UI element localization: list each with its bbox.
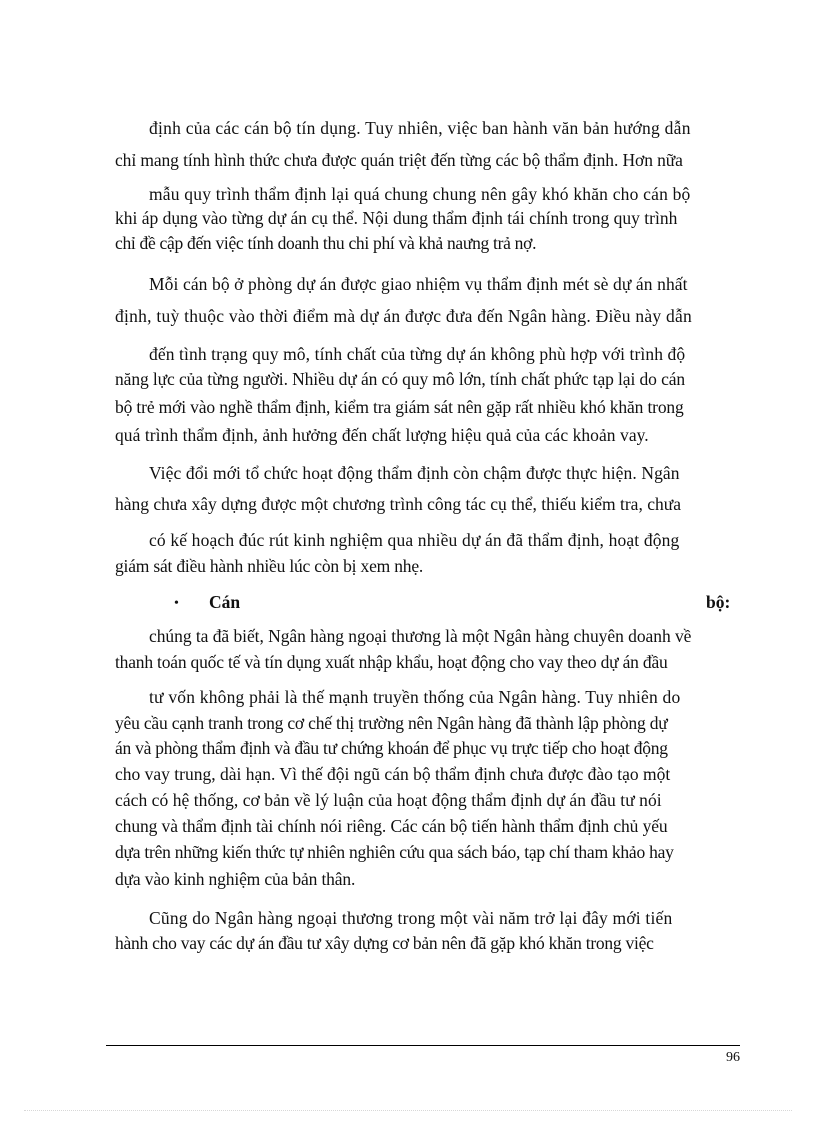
text-line: đến tình trạng quy mô, tính chất của từng dự án không phù hợp với trình độ (149, 344, 686, 364)
text-line: mẫu quy trình thẩm định lại quá chung chung nên gây khó khăn cho cán bộ (149, 184, 691, 204)
text-line: Mỗi cán bộ ở phòng dự án được giao nhiệm vụ thẩm định mét sè dự án nhất (149, 274, 688, 294)
bullet-heading-right: bộ: (706, 592, 731, 612)
text-line: Việc đổi mới tổ chức hoạt động thẩm định còn chậm được thực hiện. Ngân (149, 463, 680, 483)
text-line: án và phòng thẩm định và đầu tư chứng khoán để phục vụ trực tiếp cho hoạt động (115, 738, 668, 758)
text-line: năng lực của từng người. Nhiều dự án có quy mô lớn, tính chất phức tạp lại do cán (115, 369, 686, 389)
text-line: chung và thẩm định tài chính nói riêng. Các cán bộ tiến hành thẩm định chủ yếu (115, 816, 668, 836)
text-line: chúng ta đã biết, Ngân hàng ngoại thương là một Ngân hàng chuyên doanh về (149, 626, 692, 646)
page-edge-dotted-line (24, 1110, 792, 1111)
text-line: quá trình thẩm định, ảnh hưởng đến chất lượng hiệu quả của các khoản vay. (115, 425, 649, 445)
text-line: chỉ đề cập đến việc tính doanh thu chi phí và khả naưng trả nợ. (115, 233, 537, 253)
text-line: cho vay trung, dài hạn. Vì thế đội ngũ cán bộ thẩm định chưa được đào tạo một (115, 764, 671, 784)
text-line: hành cho vay các dự án đầu tư xây dựng cơ bản nên đã gặp khó khăn trong việc (115, 933, 654, 953)
text-line: tư vốn không phải là thế mạnh truyền thống của Ngân hàng. Tuy nhiên do (149, 687, 681, 707)
text-line: hàng chưa xây dựng được một chương trình công tác cụ thể, thiếu kiểm tra, chưa (115, 494, 681, 514)
page-number: 96 (726, 1050, 740, 1065)
text-line: có kế hoạch đúc rút kinh nghiệm qua nhiều dự án đã thẩm định, hoạt động (149, 530, 680, 550)
text-line: thanh toán quốc tế và tín dụng xuất nhập khẩu, hoạt động cho vay theo dự án đầu (115, 652, 668, 672)
text-line: cách có hệ thống, cơ bản về lý luận của hoạt động thẩm định dự án đầu tư nói (115, 790, 662, 810)
footer-rule (106, 1045, 740, 1046)
text-line: định, tuỳ thuộc vào thời điểm mà dự án được đưa đến Ngân hàng. Điều này dẫn (115, 306, 692, 326)
text-line: dựa vào kinh nghiệm của bản thân. (115, 869, 356, 889)
text-line: dựa trên những kiến thức tự nhiên nghiên cứu qua sách báo, tạp chí tham khảo hay (115, 842, 674, 862)
text-line: giám sát điều hành nhiều lúc còn bị xem nhẹ. (115, 556, 424, 576)
text-line: khi áp dụng vào từng dự án cụ thể. Nội dung thẩm định tái chính trong quy trình (115, 208, 678, 228)
text-line: định của các cán bộ tín dụng. Tuy nhiên, việc ban hành văn bản hướng dẫn (149, 118, 691, 138)
text-line: chỉ mang tính hình thức chưa được quán triệt đến từng các bộ thẩm định. Hơn nữa (115, 150, 683, 170)
text-line: Cũng do Ngân hàng ngoại thương trong một vài năm trở lại đây mới tiến (149, 908, 673, 928)
bullet-icon: • (174, 596, 179, 611)
text-line: yêu cầu cạnh tranh trong cơ chế thị trường nên Ngân hàng đã thành lập phòng dự (115, 713, 668, 733)
text-line: bộ trẻ mới vào nghề thẩm định, kiểm tra giám sát nên gặp rất nhiều khó khăn trong (115, 397, 684, 417)
bullet-heading-left: Cán (209, 592, 241, 612)
